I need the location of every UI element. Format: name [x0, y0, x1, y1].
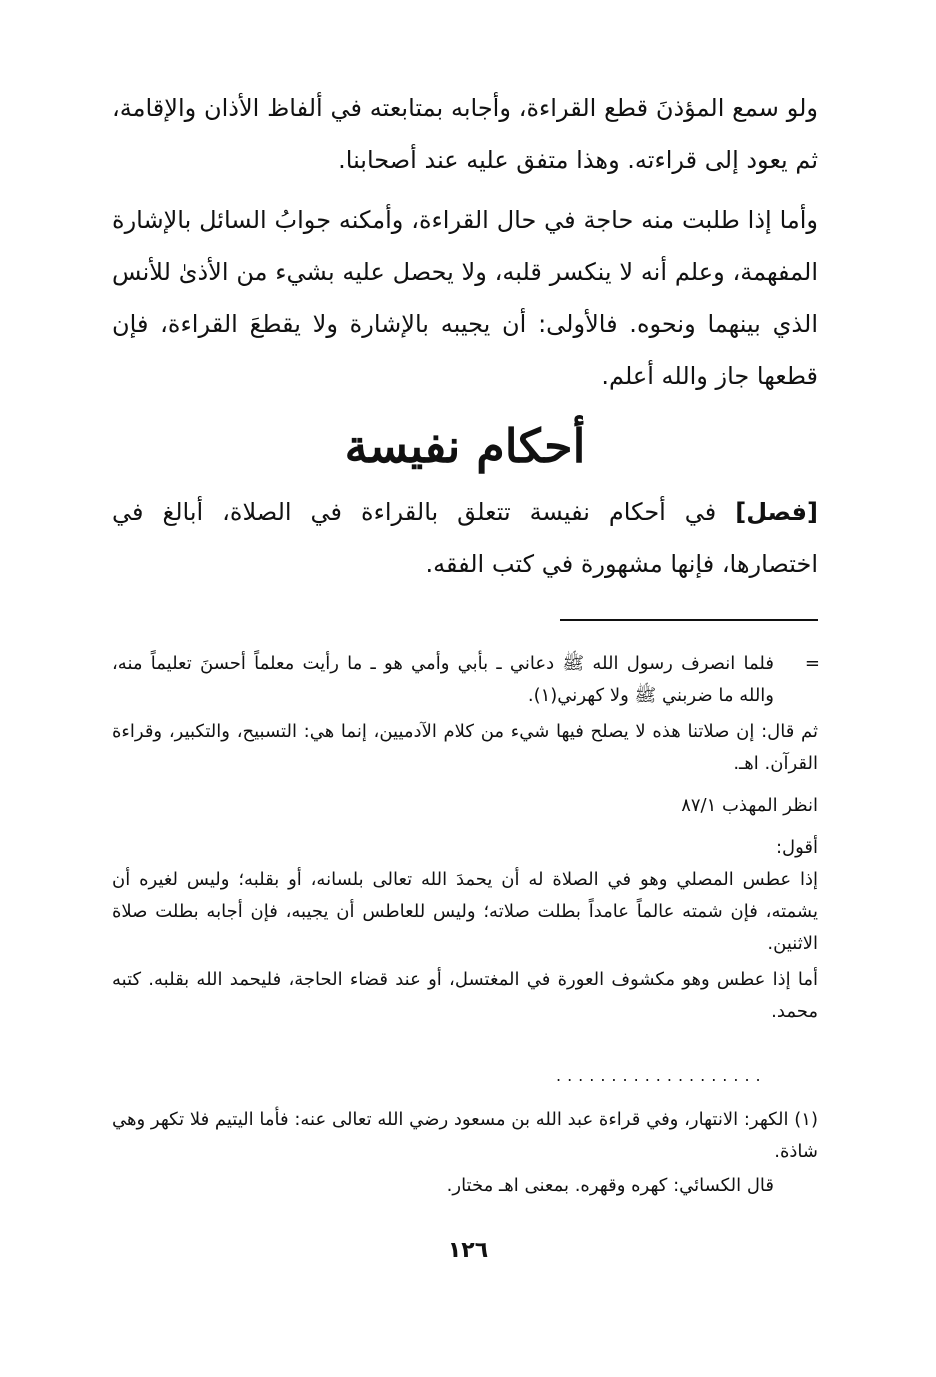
footnote-text-4: أما إذا عطس وهو مكشوف العورة في المغتسل، أو عند قضاء الحاجة، فليحمد الله بقلبه. كتبه محمد.	[112, 969, 818, 1022]
footnote-block	[112, 648, 818, 1028]
dotted-separator: ...................	[556, 1066, 767, 1085]
footnote-text-3: إذا عطس المصلي وهو في الصلاة له أن يحمدَ الله تعالى بلسانه، أو بقلبه؛ وليس لغيره أن يشمته، فإن شمته عالماً عامداً بطلت صلاته؛ وليس للعاطس أن يجيبه، فإن أجابه بطلت صلاة الاثنين.	[112, 869, 818, 954]
endnote-1: (١) الكهر: الانتهار، وفي قراءة عبد الله بن مسعود رضي الله تعالى عنه: فأما اليتيم فلا تكهر وهي شاذة.	[112, 1109, 818, 1162]
paragraph-fasl	[112, 486, 818, 590]
footnote-text-2: ثم قال: إن صلاتنا هذه لا يصلح فيها شيء من كلام الآدميين، إنما هي: التسبيح، والتكبير، وقراءة القرآن. اهـ.	[112, 721, 818, 774]
section-heading: أحكام نفيسة	[344, 419, 586, 473]
footnote-aqool: أقول:	[775, 837, 818, 858]
paragraph-request: وأما إذا طلبت منه حاجة في حال القراءة، وأمكنه جوابُ السائل بالإشارة المفهمة، وعلم أنه لا ينكسر قلبه، ولا يحصل عليه بشيء من الأذىٰ للأنس الذي بينهما ونحوه. فالأولى: أن يجيبه بالإشارة ولا يقطعَ القراءة، فإن قطعها جاز والله أعلم.	[112, 206, 818, 390]
endnote-2: قال الكسائي: كهره وقهره. بمعنى اهـ مختار.	[446, 1175, 774, 1196]
footnote-reference: انظر المهذب ٨٧/١	[681, 795, 818, 816]
endnote-block	[112, 1104, 818, 1202]
fasl-label: [فصل]	[735, 498, 818, 526]
page-number: ١٢٦	[447, 1238, 489, 1263]
paragraph-adhan: ولو سمع المؤذنَ قطع القراءة، وأجابه بمتابعته في ألفاظ الأذان والإقامة، ثم يعود إلى قراءته. وهذا متفق عليه عند أصحابنا.	[112, 94, 818, 174]
footnote-text-1: فلما انصرف رسول الله ﷺ دعاني ـ بأبي وأمي هو ـ ما رأيت معلماً أحسنَ تعليماً منه، والله ما ضربني ﷺ ولا كهرني(١).	[112, 653, 774, 706]
footnote-separator	[560, 619, 818, 621]
continuation-mark: =	[804, 653, 820, 674]
fasl-text: في أحكام نفيسة تتعلق بالقراءة في الصلاة، أبالغ في اختصارها، فإنها مشهورة في كتب الفقه.	[112, 498, 818, 578]
footnote-continuation	[112, 648, 818, 712]
main-text-block	[112, 82, 818, 590]
